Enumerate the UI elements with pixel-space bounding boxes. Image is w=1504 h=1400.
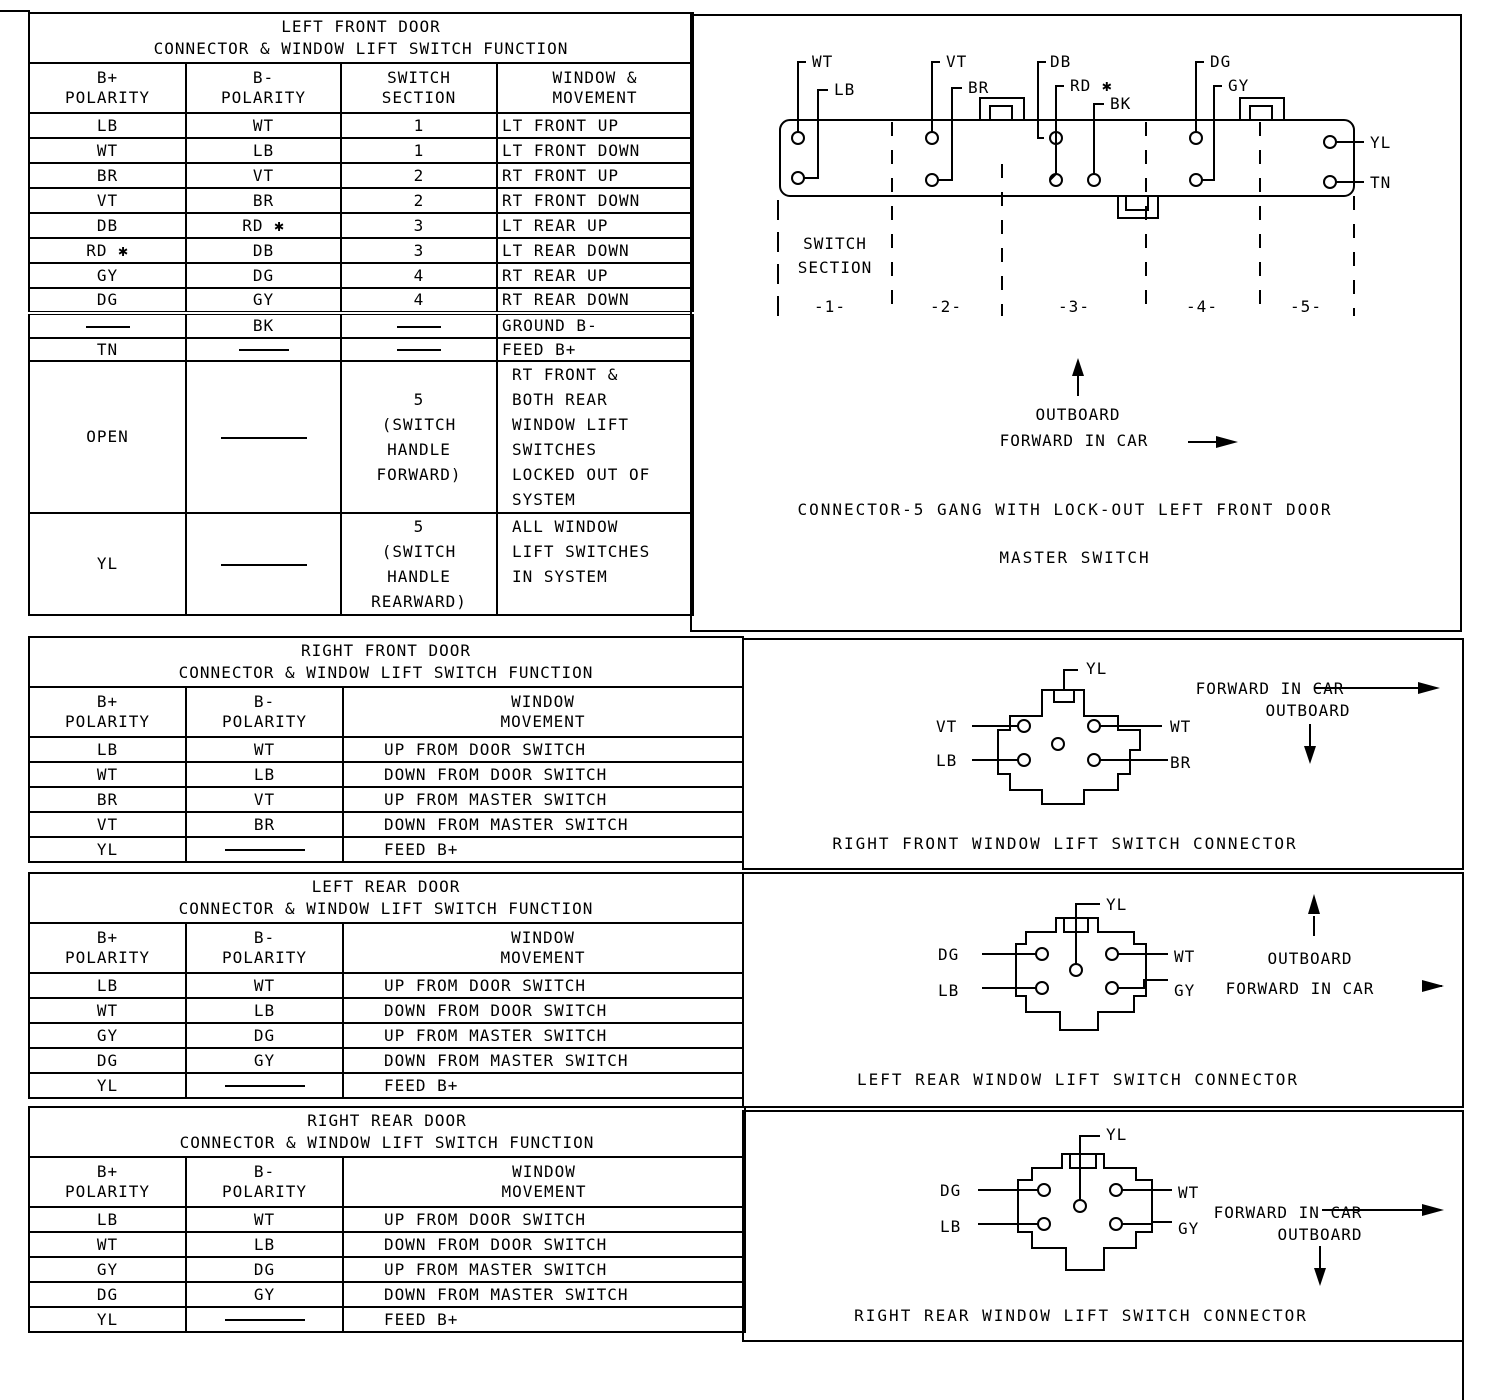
cell-b-minus: RD ✱ xyxy=(186,213,341,238)
wire-label: YL xyxy=(1106,1125,1128,1144)
right-rule xyxy=(1462,1340,1464,1400)
cell-b-plus: GY xyxy=(29,263,186,288)
wire-label: YL xyxy=(1086,659,1108,678)
cell-b-minus: VT xyxy=(186,787,343,812)
cell-movement: FEED B+ xyxy=(343,1307,745,1332)
wire-label: LB xyxy=(938,981,960,1000)
cell-b-minus: GY xyxy=(186,1048,343,1073)
master-switch-diagram xyxy=(0,0,1504,640)
cell-b-minus xyxy=(186,1307,343,1332)
header-b-minus-polarity: B- POLARITY xyxy=(186,63,341,113)
table-title-line1: LEFT FRONT DOOR xyxy=(281,17,441,36)
wire-label: YL xyxy=(1106,895,1128,914)
wire-label: DB xyxy=(1050,52,1072,71)
cell-b-minus: LB xyxy=(186,762,343,787)
cell-b-plus: LB xyxy=(29,737,186,762)
table-row xyxy=(29,1257,745,1282)
right-arrow-icon xyxy=(1216,436,1238,448)
cell-b-minus: WT xyxy=(186,113,341,138)
wire-label: BR xyxy=(968,78,990,97)
wire-label: VT xyxy=(936,717,958,736)
table-title-line1: RIGHT FRONT DOOR xyxy=(300,641,472,660)
header-window-movement: WINDOW MOVEMENT xyxy=(343,687,743,737)
table-row xyxy=(29,1232,745,1257)
cell-movement: DOWN FROM MASTER SWITCH xyxy=(343,812,743,837)
section-number: -3- xyxy=(1058,297,1090,316)
cell-section: 1 xyxy=(341,113,497,138)
header-window-movement: WINDOW & MOVEMENT xyxy=(497,63,693,113)
table-row xyxy=(29,1282,745,1307)
cell-b-plus: GY xyxy=(29,1257,186,1282)
cell-movement: UP FROM DOOR SWITCH xyxy=(343,1207,745,1232)
cell-movement: RT FRONT & BOTH REAR WINDOW LIFT SWITCHES LOCKED OUT OF SYSTEM xyxy=(497,361,693,513)
cell-section: 5 (SWITCH HANDLE REARWARD) xyxy=(341,513,497,615)
header-b-plus-polarity: B+ POLARITY xyxy=(29,687,186,737)
cell-movement: RT FRONT UP xyxy=(497,163,693,188)
cell-b-minus: VT xyxy=(186,163,341,188)
cell-movement: UP FROM MASTER SWITCH xyxy=(343,1023,743,1048)
cell-b-plus: LB xyxy=(29,1207,186,1232)
wire-label: GY xyxy=(1228,76,1250,95)
table-row xyxy=(29,998,743,1023)
forward-label: FORWARD IN CAR xyxy=(999,431,1149,450)
down-arrow-icon xyxy=(1304,746,1316,764)
wire-label: VT xyxy=(946,52,968,71)
header-window-movement: WINDOW MOVEMENT xyxy=(343,1157,745,1207)
table-title-line2: CONNECTOR & WINDOW LIFT SWITCH FUNCTION xyxy=(179,1133,595,1152)
wire-label: LB xyxy=(936,751,958,770)
table-title-line2: CONNECTOR & WINDOW LIFT SWITCH FUNCTION xyxy=(153,39,569,58)
cell-movement: LT FRONT UP xyxy=(497,113,693,138)
wire-label: GY xyxy=(1178,1219,1200,1238)
header-b-plus-polarity: B+ POLARITY xyxy=(29,63,186,113)
header-b-plus-polarity: B+ POLARITY xyxy=(29,923,186,973)
none-dash xyxy=(225,849,305,851)
table-title xyxy=(29,873,743,923)
cell-b-plus: WT xyxy=(29,762,186,787)
cell-section: 2 xyxy=(341,163,497,188)
cell-movement: UP FROM MASTER SWITCH xyxy=(343,1257,745,1282)
section-number: -1- xyxy=(814,297,846,316)
cell-b-plus: WT xyxy=(29,138,186,163)
forward-label: FORWARD IN CAR xyxy=(1225,979,1375,998)
table-row xyxy=(29,1207,745,1232)
section-number: -4- xyxy=(1186,297,1218,316)
cell-movement: FEED B+ xyxy=(497,338,693,361)
right-arrow-icon xyxy=(1422,980,1444,992)
table-row xyxy=(29,1073,743,1098)
cell-b-plus: DG xyxy=(29,1282,186,1307)
none-dash xyxy=(225,1319,305,1321)
cell-movement: RT FRONT DOWN xyxy=(497,188,693,213)
cell-movement: LT FRONT DOWN xyxy=(497,138,693,163)
header-b-minus-polarity: B- POLARITY xyxy=(186,1157,343,1207)
table-title xyxy=(29,1107,745,1157)
table-row xyxy=(29,837,743,862)
header-switch-section: SWITCH SECTION xyxy=(341,63,497,113)
cell-movement: GROUND B- xyxy=(497,313,693,338)
header-b-plus-polarity: B+ POLARITY xyxy=(29,1157,186,1207)
wire-label: WT xyxy=(1178,1183,1200,1202)
cell-movement: DOWN FROM DOOR SWITCH xyxy=(343,1232,745,1257)
cell-b-minus: LB xyxy=(186,1232,343,1257)
outboard-label: OUTBOARD xyxy=(1267,949,1353,968)
cell-b-plus: YL xyxy=(29,837,186,862)
cell-movement: LT REAR UP xyxy=(497,213,693,238)
cell-b-plus: VT xyxy=(29,188,186,213)
header-b-minus-polarity: B- POLARITY xyxy=(186,687,343,737)
cell-b-plus: RD ✱ xyxy=(29,238,186,263)
section-number: -5- xyxy=(1290,297,1322,316)
table-row xyxy=(29,1307,745,1332)
cell-movement: UP FROM DOOR SWITCH xyxy=(343,973,743,998)
right-rear-door-table xyxy=(28,1106,746,1333)
section-number: -2- xyxy=(930,297,962,316)
table-title-line2: CONNECTOR & WINDOW LIFT SWITCH FUNCTION xyxy=(178,899,594,918)
wire-label: LB xyxy=(834,80,856,99)
cell-movement: DOWN FROM DOOR SWITCH xyxy=(343,762,743,787)
table-title-line2: CONNECTOR & WINDOW LIFT SWITCH FUNCTION xyxy=(178,663,594,682)
outboard-label: OUTBOARD xyxy=(1277,1225,1363,1244)
wire-label: DG xyxy=(940,1181,962,1200)
wire-label: DG xyxy=(938,945,960,964)
cell-b-minus: DG xyxy=(186,263,341,288)
up-arrow-icon xyxy=(1072,358,1084,376)
cell-b-minus: GY xyxy=(186,288,341,313)
right-arrow-icon xyxy=(1422,1204,1444,1216)
master-caption-line2: MASTER SWITCH xyxy=(999,548,1151,567)
wire-label: RD ✱ xyxy=(1070,76,1113,95)
master-caption-line1: CONNECTOR-5 GANG WITH LOCK-OUT LEFT FRONT DOOR xyxy=(797,500,1333,519)
cell-b-plus: WT xyxy=(29,1232,186,1257)
lr-connector-caption: LEFT REAR WINDOW LIFT SWITCH CONNECTOR xyxy=(856,1070,1300,1089)
cell-b-plus: YL xyxy=(29,513,186,615)
cell-b-minus: WT xyxy=(186,737,343,762)
table-row xyxy=(29,973,743,998)
cell-section: 3 xyxy=(341,213,497,238)
forward-label: FORWARD IN CAR xyxy=(1195,679,1345,698)
right-front-door-table xyxy=(28,636,744,863)
up-arrow-icon xyxy=(1308,894,1320,914)
cell-movement: DOWN FROM DOOR SWITCH xyxy=(343,998,743,1023)
cell-b-minus: BK xyxy=(186,313,341,338)
cell-b-plus: BR xyxy=(29,163,186,188)
rf-connector-caption: RIGHT FRONT WINDOW LIFT SWITCH CONNECTOR xyxy=(832,834,1298,853)
cell-b-minus: BR xyxy=(186,188,341,213)
table-row xyxy=(29,1023,743,1048)
cell-b-plus: WT xyxy=(29,998,186,1023)
cell-movement: UP FROM DOOR SWITCH xyxy=(343,737,743,762)
header-window-movement: WINDOW MOVEMENT xyxy=(343,923,743,973)
wire-label: DG xyxy=(1210,52,1232,71)
outboard-label: OUTBOARD xyxy=(1265,701,1351,720)
cell-movement: RT REAR DOWN xyxy=(497,288,693,313)
table-row xyxy=(29,737,743,762)
cell-b-plus: TN xyxy=(29,338,186,361)
table-row xyxy=(29,762,743,787)
down-arrow-icon xyxy=(1314,1268,1326,1286)
cell-movement: DOWN FROM MASTER SWITCH xyxy=(343,1282,745,1307)
cell-movement: FEED B+ xyxy=(343,1073,743,1098)
table-row xyxy=(29,812,743,837)
cell-b-minus: LB xyxy=(186,998,343,1023)
cell-b-minus: WT xyxy=(186,1207,343,1232)
cell-b-plus: DG xyxy=(29,288,186,313)
cell-b-minus xyxy=(186,837,343,862)
cell-b-plus: GY xyxy=(29,1023,186,1048)
cell-movement: UP FROM MASTER SWITCH xyxy=(343,787,743,812)
cell-b-plus: DB xyxy=(29,213,186,238)
cell-section: 2 xyxy=(341,188,497,213)
cell-b-plus: OPEN xyxy=(29,361,186,513)
wire-label: BK xyxy=(1110,94,1132,113)
header-b-minus-polarity: B- POLARITY xyxy=(186,923,343,973)
cell-b-minus: DG xyxy=(186,1023,343,1048)
cell-b-minus: LB xyxy=(186,138,341,163)
wire-label: WT xyxy=(1174,947,1196,966)
cell-movement: ALL WINDOW LIFT SWITCHES IN SYSTEM xyxy=(497,513,693,615)
cell-section: 4 xyxy=(341,263,497,288)
wire-label: WT xyxy=(812,52,834,71)
cell-section: 4 xyxy=(341,288,497,313)
table-row xyxy=(29,1048,743,1073)
cell-movement: LT REAR DOWN xyxy=(497,238,693,263)
wire-label: GY xyxy=(1174,981,1196,1000)
cell-b-plus: LB xyxy=(29,113,186,138)
cell-section: 3 xyxy=(341,238,497,263)
cell-section: 5 (SWITCH HANDLE FORWARD) xyxy=(341,361,497,513)
right-arrow-icon xyxy=(1418,682,1440,694)
cell-b-plus: DG xyxy=(29,1048,186,1073)
table-title xyxy=(29,637,743,687)
forward-label: FORWARD IN CAR xyxy=(1213,1203,1363,1222)
outboard-label: OUTBOARD xyxy=(1035,405,1121,424)
table-title-line1: LEFT REAR DOOR xyxy=(311,877,461,896)
wire-label: WT xyxy=(1170,717,1192,736)
rr-connector-caption: RIGHT REAR WINDOW LIFT SWITCH CONNECTOR xyxy=(854,1306,1308,1325)
wire-label: YL xyxy=(1370,133,1392,152)
cell-b-plus: LB xyxy=(29,973,186,998)
switch-section-label: SWITCH SECTION xyxy=(797,234,873,277)
wire-label: BR xyxy=(1170,753,1192,772)
cell-movement: RT REAR UP xyxy=(497,263,693,288)
cell-b-minus: GY xyxy=(186,1282,343,1307)
cell-movement: DOWN FROM MASTER SWITCH xyxy=(343,1048,743,1073)
cell-b-minus: DG xyxy=(186,1257,343,1282)
wire-label: TN xyxy=(1370,173,1392,192)
cell-b-minus: WT xyxy=(186,973,343,998)
cell-b-plus: YL xyxy=(29,1307,186,1332)
cell-section: 1 xyxy=(341,138,497,163)
table-row xyxy=(29,787,743,812)
none-dash xyxy=(225,1085,305,1087)
wire-label: LB xyxy=(940,1217,962,1236)
cell-b-plus: VT xyxy=(29,812,186,837)
cell-b-minus xyxy=(186,1073,343,1098)
left-rear-door-table xyxy=(28,872,744,1099)
top-rule xyxy=(0,10,30,12)
cell-b-minus: BR xyxy=(186,812,343,837)
table-title-line1: RIGHT REAR DOOR xyxy=(307,1111,467,1130)
cell-movement: FEED B+ xyxy=(343,837,743,862)
cell-b-plus: YL xyxy=(29,1073,186,1098)
cell-b-minus: DB xyxy=(186,238,341,263)
cell-b-plus: BR xyxy=(29,787,186,812)
